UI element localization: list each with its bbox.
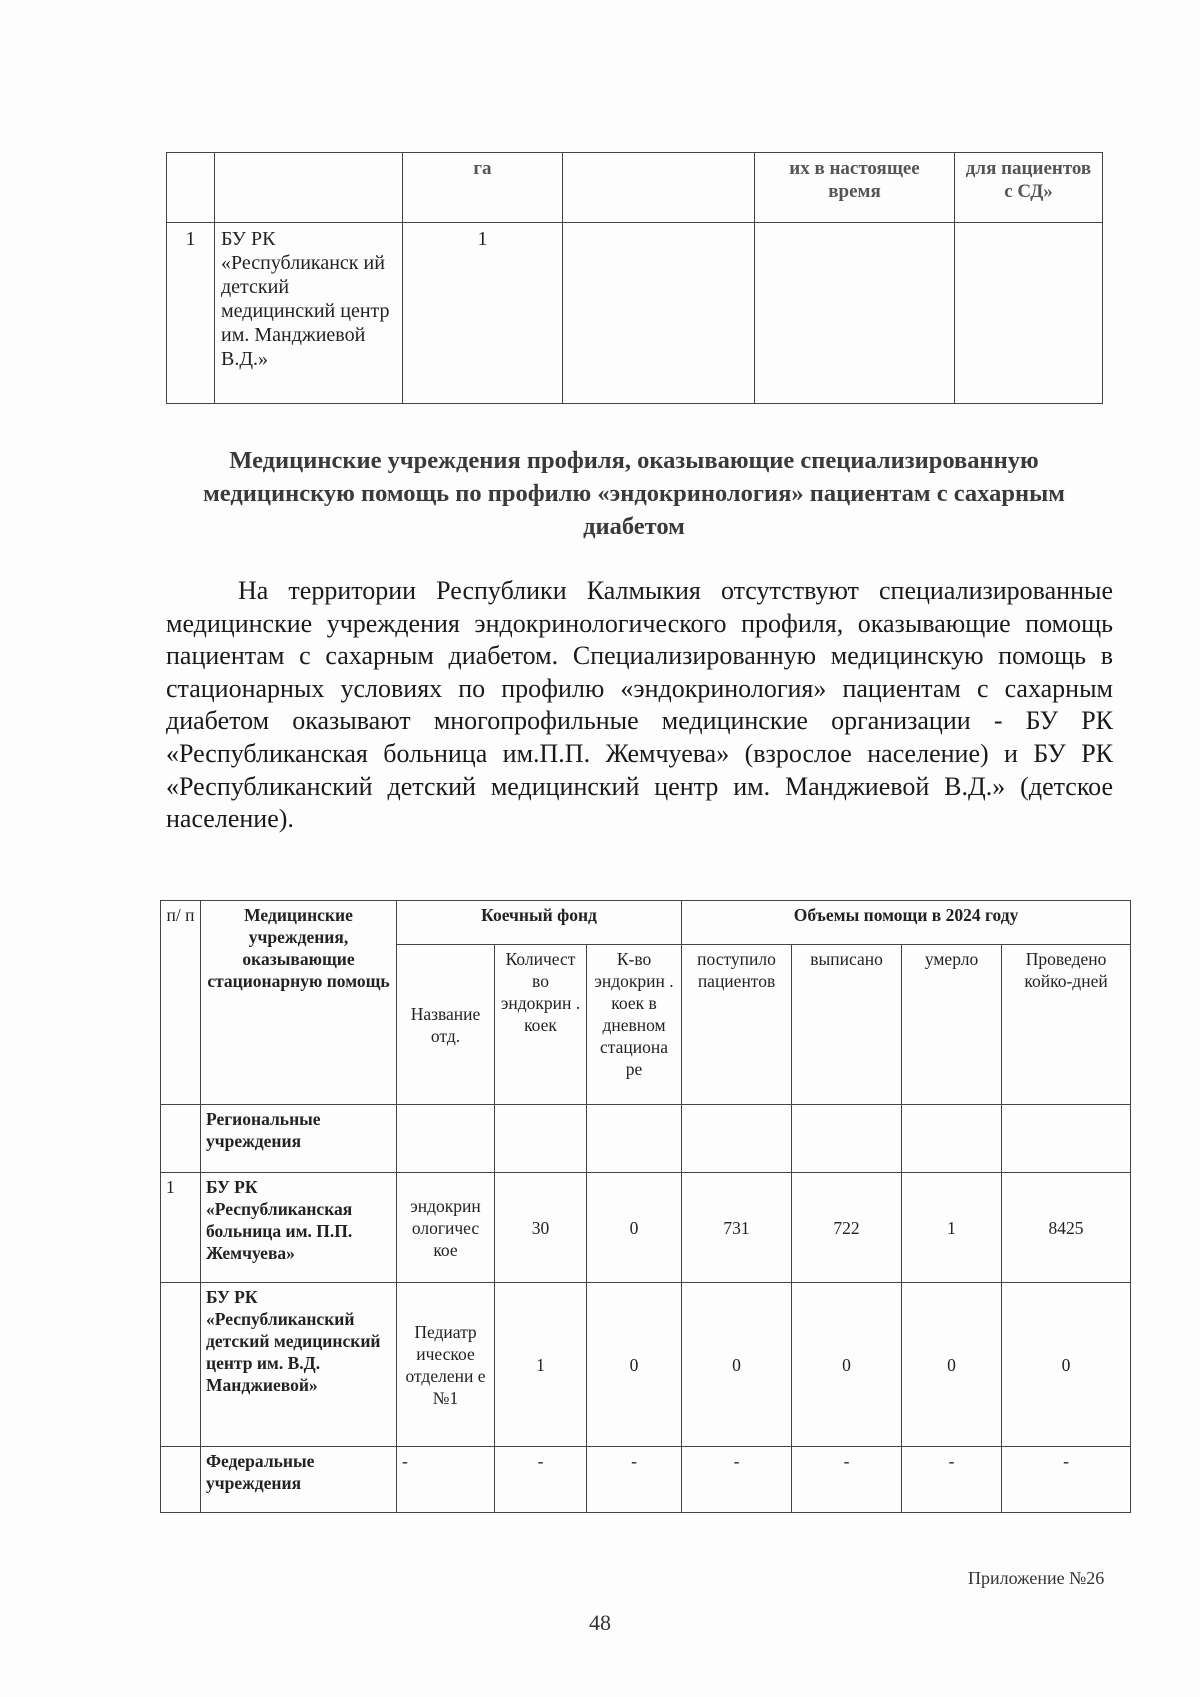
top-table-cell: [563, 153, 755, 223]
row-died: 0: [902, 1283, 1002, 1447]
row-bed-days: 8425: [1002, 1173, 1131, 1283]
section-title: Медицинские учреждения профиля, оказывающие специализированную медицинскую помощь по профилю «эндокринология» пациентам с сахарным диабетом: [203, 447, 1065, 540]
top-table-header-col6: для пациентов с СД»: [955, 153, 1103, 223]
main-table-cell: [161, 1447, 201, 1513]
federal-discharged: -: [792, 1447, 902, 1513]
row-day-beds: 0: [587, 1283, 682, 1447]
row-discharged: 0: [792, 1283, 902, 1447]
row-discharged: 722: [792, 1173, 902, 1283]
row-died: 1: [902, 1173, 1002, 1283]
row-endo-beds: 1: [495, 1283, 587, 1447]
row-dept: эндокрин ологичес кое: [397, 1173, 495, 1283]
main-table-cell: [587, 1105, 682, 1173]
federal-row: [161, 1447, 1131, 1513]
top-table-row: [167, 223, 1103, 404]
top-table: [166, 152, 1103, 404]
federal-dept: -: [397, 1447, 495, 1513]
regional-label-row: [161, 1105, 1131, 1173]
row-day-beds: 0: [587, 1173, 682, 1283]
federal-endo-beds: -: [495, 1447, 587, 1513]
top-table-header-col3: га: [403, 153, 563, 223]
header-admitted: поступило пациентов: [682, 945, 792, 1105]
main-table-cell: [682, 1105, 792, 1173]
federal-died: -: [902, 1447, 1002, 1513]
header-volumes: Объемы помощи в 2024 году: [682, 901, 1131, 945]
main-table: [160, 900, 1131, 1513]
main-table-cell: [792, 1105, 902, 1173]
row-endo-beds: 30: [495, 1173, 587, 1283]
row-institution-name: БУ РК «Республиканский детский медицинский центр им. В.Д. Манджиевой»: [201, 1283, 397, 1447]
header-day-beds: К-во эндокрин . коек в дневном стациона ре: [587, 945, 682, 1105]
top-table-cell: [955, 223, 1103, 404]
top-table-cell: [755, 223, 955, 404]
main-table-cell: [161, 1105, 201, 1173]
header-discharged: выписано: [792, 945, 902, 1105]
top-table-row-num: 1: [167, 223, 215, 404]
intro-paragraph: На территории Республики Калмыкия отсутствуют специализированные медицинские учреждения эндокринологического профиля, оказывающие помощь пациентам с сахарным диабетом. Специализированную медицинскую помощь в стационарных условиях по профилю «эндокринология» пациентам с сахарным диабетом оказывают многопрофильные медицинские организации - БУ РК «Республиканская больница им.П.П. Жемчуева» (взрослое население) и БУ РК «Республиканский детский медицинский центр им. Манджиевой В.Д.» (детское население).: [166, 576, 1113, 834]
table-row: [161, 1173, 1131, 1283]
main-table-cell: [902, 1105, 1002, 1173]
top-table-row-name: БУ РК «Республиканск ий детский медицинский центр им. Манджиевой В.Д.»: [215, 223, 403, 404]
header-bed-fund: Коечный фонд: [397, 901, 682, 945]
top-table-cell: [563, 223, 755, 404]
header-num: п/ п: [161, 901, 201, 1105]
main-table-cell: [495, 1105, 587, 1173]
table-row: [161, 1283, 1131, 1447]
federal-day-beds: -: [587, 1447, 682, 1513]
header-institutions: Медицинские учреждения, оказывающие стационарную помощь: [201, 901, 397, 1105]
row-admitted: 731: [682, 1173, 792, 1283]
header-endo-beds: Количест во эндокрин . коек: [495, 945, 587, 1105]
row-bed-days: 0: [1002, 1283, 1131, 1447]
header-dept-name: Название отд.: [397, 945, 495, 1105]
main-table-header-row: [161, 901, 1131, 945]
top-table-header-col5: их в настоящее время: [755, 153, 955, 223]
top-table-cell: [167, 153, 215, 223]
federal-admitted: -: [682, 1447, 792, 1513]
federal-label: Федеральные учреждения: [201, 1447, 397, 1513]
main-table-cell: [397, 1105, 495, 1173]
main-table-cell: [1002, 1105, 1131, 1173]
appendix-note: Приложение №26: [968, 1568, 1105, 1588]
header-died: умерло: [902, 945, 1002, 1105]
top-table-row-col3: 1: [403, 223, 563, 404]
row-num: 1: [161, 1173, 201, 1283]
row-institution-name: БУ РК «Республиканская больница им. П.П. Жемчуева»: [201, 1173, 397, 1283]
top-table-header-row: [167, 153, 1103, 223]
regional-label: Региональные учреждения: [201, 1105, 397, 1173]
federal-bed-days: -: [1002, 1447, 1131, 1513]
row-dept: Педиатр ическое отделени е №1: [397, 1283, 495, 1447]
page-number: 48: [589, 1610, 611, 1635]
top-table-cell: [215, 153, 403, 223]
header-bed-days: Проведено койко-дней: [1002, 945, 1131, 1105]
row-admitted: 0: [682, 1283, 792, 1447]
row-num: [161, 1283, 201, 1447]
